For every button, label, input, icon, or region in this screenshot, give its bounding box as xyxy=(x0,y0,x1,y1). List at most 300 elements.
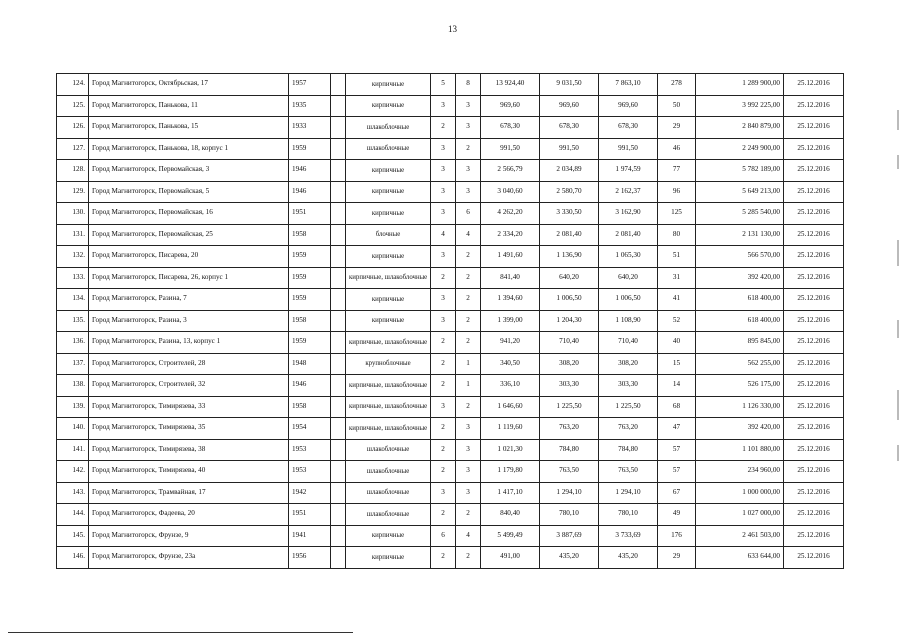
total-area-cell: 678,30 xyxy=(481,117,540,139)
blank-cell xyxy=(331,375,346,397)
date-cell: 25.12.2016 xyxy=(784,353,844,375)
wall-material-cell: кирпичные xyxy=(346,74,431,96)
residents-count-cell: 278 xyxy=(658,74,696,96)
blank-cell xyxy=(331,525,346,547)
row-number-cell: 131. xyxy=(57,224,89,246)
floors-cell: 2 xyxy=(431,461,456,483)
year-cell: 1956 xyxy=(289,547,331,569)
year-cell: 1946 xyxy=(289,181,331,203)
floors-cell: 3 xyxy=(431,160,456,182)
wall-material-cell: кирпичные xyxy=(346,160,431,182)
total-area-cell: 340,50 xyxy=(481,353,540,375)
cost-cell: 5 285 540,00 xyxy=(696,203,784,225)
blank-cell xyxy=(331,310,346,332)
wall-material-cell: кирпичные xyxy=(346,525,431,547)
entrances-cell: 3 xyxy=(456,439,481,461)
date-cell: 25.12.2016 xyxy=(784,117,844,139)
residential-area-cell: 1 108,90 xyxy=(599,310,658,332)
wall-material-cell: шлакоблочные xyxy=(346,461,431,483)
wall-material-cell: кирпичные, шлакоблочные xyxy=(346,418,431,440)
living-area-cell: 1 225,50 xyxy=(540,396,599,418)
entrances-cell: 3 xyxy=(456,418,481,440)
wall-material-cell: кирпичные xyxy=(346,310,431,332)
table-body xyxy=(57,74,844,569)
year-cell: 1959 xyxy=(289,138,331,160)
residents-count-cell: 31 xyxy=(658,267,696,289)
residential-area-cell: 1 006,50 xyxy=(599,289,658,311)
date-cell: 25.12.2016 xyxy=(784,289,844,311)
table-row xyxy=(57,181,844,203)
cost-cell: 2 249 900,00 xyxy=(696,138,784,160)
blank-cell xyxy=(331,117,346,139)
address-cell: Город Магнитогорск, Фадеева, 20 xyxy=(89,504,289,526)
address-cell: Город Магнитогорск, Первомайская, 5 xyxy=(89,181,289,203)
residents-count-cell: 50 xyxy=(658,95,696,117)
cost-cell: 5 782 189,00 xyxy=(696,160,784,182)
cost-cell: 566 570,00 xyxy=(696,246,784,268)
residential-area-cell: 969,60 xyxy=(599,95,658,117)
scan-margin-marks xyxy=(891,110,899,470)
residents-count-cell: 80 xyxy=(658,224,696,246)
residential-area-cell: 780,10 xyxy=(599,504,658,526)
floors-cell: 2 xyxy=(431,332,456,354)
residents-count-cell: 57 xyxy=(658,461,696,483)
residential-area-cell: 435,20 xyxy=(599,547,658,569)
living-area-cell: 1 136,90 xyxy=(540,246,599,268)
residents-count-cell: 125 xyxy=(658,203,696,225)
blank-cell xyxy=(331,353,346,375)
floors-cell: 2 xyxy=(431,117,456,139)
wall-material-cell: кирпичные xyxy=(346,95,431,117)
floors-cell: 2 xyxy=(431,418,456,440)
entrances-cell: 2 xyxy=(456,504,481,526)
year-cell: 1959 xyxy=(289,332,331,354)
living-area-cell: 763,50 xyxy=(540,461,599,483)
row-number-cell: 133. xyxy=(57,267,89,289)
floors-cell: 3 xyxy=(431,482,456,504)
row-number-cell: 137. xyxy=(57,353,89,375)
total-area-cell: 4 262,20 xyxy=(481,203,540,225)
address-cell: Город Магнитогорск, Тимирязева, 38 xyxy=(89,439,289,461)
residential-area-cell: 3 733,69 xyxy=(599,525,658,547)
residential-area-cell: 1 974,59 xyxy=(599,160,658,182)
entrances-cell: 8 xyxy=(456,74,481,96)
residential-area-cell: 308,20 xyxy=(599,353,658,375)
total-area-cell: 991,50 xyxy=(481,138,540,160)
cost-cell: 618 400,00 xyxy=(696,289,784,311)
blank-cell xyxy=(331,181,346,203)
floors-cell: 2 xyxy=(431,547,456,569)
residential-area-cell: 1 065,30 xyxy=(599,246,658,268)
total-area-cell: 1 394,60 xyxy=(481,289,540,311)
floors-cell: 3 xyxy=(431,246,456,268)
row-number-cell: 124. xyxy=(57,74,89,96)
living-area-cell: 784,80 xyxy=(540,439,599,461)
year-cell: 1958 xyxy=(289,224,331,246)
table-row xyxy=(57,439,844,461)
table-row xyxy=(57,396,844,418)
living-area-cell: 2 580,70 xyxy=(540,181,599,203)
entrances-cell: 3 xyxy=(456,117,481,139)
wall-material-cell: шлакоблочные xyxy=(346,439,431,461)
cost-cell: 618 400,00 xyxy=(696,310,784,332)
year-cell: 1951 xyxy=(289,203,331,225)
living-area-cell: 435,20 xyxy=(540,547,599,569)
table-row xyxy=(57,160,844,182)
address-cell: Город Магнитогорск, Панькова, 15 xyxy=(89,117,289,139)
cost-cell: 234 960,00 xyxy=(696,461,784,483)
floors-cell: 3 xyxy=(431,289,456,311)
blank-cell xyxy=(331,95,346,117)
cost-cell: 633 644,00 xyxy=(696,547,784,569)
wall-material-cell: крупноблочные xyxy=(346,353,431,375)
table-row xyxy=(57,547,844,569)
address-cell: Город Магнитогорск, Разина, 7 xyxy=(89,289,289,311)
residents-count-cell: 68 xyxy=(658,396,696,418)
year-cell: 1941 xyxy=(289,525,331,547)
row-number-cell: 139. xyxy=(57,396,89,418)
blank-cell xyxy=(331,396,346,418)
row-number-cell: 144. xyxy=(57,504,89,526)
address-cell: Город Магнитогорск, Первомайская, 16 xyxy=(89,203,289,225)
living-area-cell: 2 081,40 xyxy=(540,224,599,246)
date-cell: 25.12.2016 xyxy=(784,396,844,418)
living-area-cell: 991,50 xyxy=(540,138,599,160)
cost-cell: 2 461 503,00 xyxy=(696,525,784,547)
blank-cell xyxy=(331,224,346,246)
floors-cell: 2 xyxy=(431,353,456,375)
date-cell: 25.12.2016 xyxy=(784,525,844,547)
residential-area-cell: 763,50 xyxy=(599,461,658,483)
residential-area-cell: 2 162,37 xyxy=(599,181,658,203)
table-row xyxy=(57,246,844,268)
floors-cell: 6 xyxy=(431,525,456,547)
cost-cell: 5 649 213,00 xyxy=(696,181,784,203)
floors-cell: 3 xyxy=(431,138,456,160)
total-area-cell: 3 040,60 xyxy=(481,181,540,203)
table-row xyxy=(57,461,844,483)
living-area-cell: 763,20 xyxy=(540,418,599,440)
wall-material-cell: кирпичные, шлакоблочные xyxy=(346,267,431,289)
wall-material-cell: кирпичные xyxy=(346,289,431,311)
address-cell: Город Магнитогорск, Писарева, 26, корпус 1 xyxy=(89,267,289,289)
year-cell: 1958 xyxy=(289,310,331,332)
address-cell: Город Магнитогорск, Первомайская, 25 xyxy=(89,224,289,246)
cost-cell: 562 255,00 xyxy=(696,353,784,375)
date-cell: 25.12.2016 xyxy=(784,418,844,440)
year-cell: 1953 xyxy=(289,439,331,461)
residents-count-cell: 40 xyxy=(658,332,696,354)
entrances-cell: 1 xyxy=(456,353,481,375)
year-cell: 1946 xyxy=(289,160,331,182)
wall-material-cell: кирпичные xyxy=(346,547,431,569)
blank-cell xyxy=(331,267,346,289)
residents-count-cell: 14 xyxy=(658,375,696,397)
blank-cell xyxy=(331,504,346,526)
date-cell: 25.12.2016 xyxy=(784,181,844,203)
residents-count-cell: 49 xyxy=(658,504,696,526)
residential-area-cell: 784,80 xyxy=(599,439,658,461)
address-cell: Город Магнитогорск, Первомайская, 3 xyxy=(89,160,289,182)
residents-count-cell: 46 xyxy=(658,138,696,160)
residential-area-cell: 991,50 xyxy=(599,138,658,160)
table-row xyxy=(57,289,844,311)
date-cell: 25.12.2016 xyxy=(784,160,844,182)
blank-cell xyxy=(331,482,346,504)
table-row xyxy=(57,267,844,289)
floors-cell: 5 xyxy=(431,74,456,96)
table-row xyxy=(57,224,844,246)
row-number-cell: 132. xyxy=(57,246,89,268)
year-cell: 1942 xyxy=(289,482,331,504)
table-row xyxy=(57,504,844,526)
date-cell: 25.12.2016 xyxy=(784,138,844,160)
residents-count-cell: 176 xyxy=(658,525,696,547)
residential-area-cell: 3 162,90 xyxy=(599,203,658,225)
total-area-cell: 1 399,00 xyxy=(481,310,540,332)
blank-cell xyxy=(331,160,346,182)
wall-material-cell: кирпичные xyxy=(346,181,431,203)
date-cell: 25.12.2016 xyxy=(784,482,844,504)
residents-count-cell: 77 xyxy=(658,160,696,182)
blank-cell xyxy=(331,547,346,569)
living-area-cell: 710,40 xyxy=(540,332,599,354)
total-area-cell: 1 491,60 xyxy=(481,246,540,268)
table-row xyxy=(57,138,844,160)
blank-cell xyxy=(331,439,346,461)
year-cell: 1957 xyxy=(289,74,331,96)
entrances-cell: 3 xyxy=(456,160,481,182)
total-area-cell: 1 179,80 xyxy=(481,461,540,483)
residents-count-cell: 96 xyxy=(658,181,696,203)
wall-material-cell: кирпичные, шлакоблочные xyxy=(346,332,431,354)
address-cell: Город Магнитогорск, Панькова, 11 xyxy=(89,95,289,117)
date-cell: 25.12.2016 xyxy=(784,267,844,289)
address-cell: Город Магнитогорск, Трамвайная, 17 xyxy=(89,482,289,504)
table-row xyxy=(57,332,844,354)
cost-cell: 895 845,00 xyxy=(696,332,784,354)
table-row xyxy=(57,525,844,547)
cost-cell: 1 027 000,00 xyxy=(696,504,784,526)
living-area-cell: 3 330,50 xyxy=(540,203,599,225)
entrances-cell: 2 xyxy=(456,289,481,311)
address-cell: Город Магнитогорск, Тимирязева, 33 xyxy=(89,396,289,418)
wall-material-cell: кирпичные xyxy=(346,246,431,268)
floors-cell: 3 xyxy=(431,396,456,418)
living-area-cell: 1 006,50 xyxy=(540,289,599,311)
residents-count-cell: 29 xyxy=(658,547,696,569)
living-area-cell: 2 034,89 xyxy=(540,160,599,182)
total-area-cell: 2 566,79 xyxy=(481,160,540,182)
year-cell: 1959 xyxy=(289,289,331,311)
table-row xyxy=(57,74,844,96)
cost-cell: 1 101 880,00 xyxy=(696,439,784,461)
total-area-cell: 969,60 xyxy=(481,95,540,117)
year-cell: 1933 xyxy=(289,117,331,139)
total-area-cell: 1 646,60 xyxy=(481,396,540,418)
entrances-cell: 3 xyxy=(456,95,481,117)
date-cell: 25.12.2016 xyxy=(784,439,844,461)
total-area-cell: 491,00 xyxy=(481,547,540,569)
year-cell: 1959 xyxy=(289,246,331,268)
entrances-cell: 2 xyxy=(456,547,481,569)
address-cell: Город Магнитогорск, Строителей, 28 xyxy=(89,353,289,375)
row-number-cell: 141. xyxy=(57,439,89,461)
housing-registry-table xyxy=(56,73,844,569)
living-area-cell: 1 204,30 xyxy=(540,310,599,332)
total-area-cell: 840,40 xyxy=(481,504,540,526)
year-cell: 1959 xyxy=(289,267,331,289)
residents-count-cell: 67 xyxy=(658,482,696,504)
address-cell: Город Магнитогорск, Тимирязева, 40 xyxy=(89,461,289,483)
total-area-cell: 1 119,60 xyxy=(481,418,540,440)
entrances-cell: 2 xyxy=(456,396,481,418)
date-cell: 25.12.2016 xyxy=(784,461,844,483)
table-row xyxy=(57,117,844,139)
row-number-cell: 145. xyxy=(57,525,89,547)
floors-cell: 4 xyxy=(431,224,456,246)
total-area-cell: 841,40 xyxy=(481,267,540,289)
date-cell: 25.12.2016 xyxy=(784,224,844,246)
living-area-cell: 1 294,10 xyxy=(540,482,599,504)
row-number-cell: 129. xyxy=(57,181,89,203)
residential-area-cell: 678,30 xyxy=(599,117,658,139)
residential-area-cell: 640,20 xyxy=(599,267,658,289)
year-cell: 1946 xyxy=(289,375,331,397)
row-number-cell: 142. xyxy=(57,461,89,483)
wall-material-cell: шлакоблочные xyxy=(346,117,431,139)
residential-area-cell: 1 225,50 xyxy=(599,396,658,418)
residents-count-cell: 57 xyxy=(658,439,696,461)
residential-area-cell: 1 294,10 xyxy=(599,482,658,504)
blank-cell xyxy=(331,332,346,354)
floors-cell: 2 xyxy=(431,439,456,461)
floors-cell: 3 xyxy=(431,203,456,225)
date-cell: 25.12.2016 xyxy=(784,332,844,354)
entrances-cell: 3 xyxy=(456,461,481,483)
entrances-cell: 2 xyxy=(456,310,481,332)
address-cell: Город Магнитогорск, Панькова, 18, корпус 1 xyxy=(89,138,289,160)
date-cell: 25.12.2016 xyxy=(784,95,844,117)
address-cell: Город Магнитогорск, Фрунзе, 23а xyxy=(89,547,289,569)
date-cell: 25.12.2016 xyxy=(784,203,844,225)
table-row xyxy=(57,310,844,332)
year-cell: 1935 xyxy=(289,95,331,117)
cost-cell: 2 840 879,00 xyxy=(696,117,784,139)
total-area-cell: 13 924,40 xyxy=(481,74,540,96)
living-area-cell: 780,10 xyxy=(540,504,599,526)
year-cell: 1954 xyxy=(289,418,331,440)
entrances-cell: 3 xyxy=(456,482,481,504)
page-number: 13 xyxy=(448,24,457,34)
residential-area-cell: 763,20 xyxy=(599,418,658,440)
wall-material-cell: шлакоблочные xyxy=(346,482,431,504)
living-area-cell: 640,20 xyxy=(540,267,599,289)
table-row xyxy=(57,482,844,504)
wall-material-cell: шлакоблочные xyxy=(346,504,431,526)
entrances-cell: 4 xyxy=(456,224,481,246)
year-cell: 1953 xyxy=(289,461,331,483)
cost-cell: 3 992 225,00 xyxy=(696,95,784,117)
row-number-cell: 146. xyxy=(57,547,89,569)
row-number-cell: 128. xyxy=(57,160,89,182)
blank-cell xyxy=(331,461,346,483)
cost-cell: 1 289 900,00 xyxy=(696,74,784,96)
residents-count-cell: 47 xyxy=(658,418,696,440)
table-row xyxy=(57,95,844,117)
entrances-cell: 3 xyxy=(456,181,481,203)
row-number-cell: 126. xyxy=(57,117,89,139)
floors-cell: 2 xyxy=(431,504,456,526)
table-row xyxy=(57,353,844,375)
row-number-cell: 127. xyxy=(57,138,89,160)
row-number-cell: 138. xyxy=(57,375,89,397)
row-number-cell: 135. xyxy=(57,310,89,332)
blank-cell xyxy=(331,74,346,96)
wall-material-cell: кирпичные, шлакоблочные xyxy=(346,396,431,418)
living-area-cell: 9 031,50 xyxy=(540,74,599,96)
blank-cell xyxy=(331,138,346,160)
cost-cell: 1 000 000,00 xyxy=(696,482,784,504)
living-area-cell: 308,20 xyxy=(540,353,599,375)
address-cell: Город Магнитогорск, Октябрьская, 17 xyxy=(89,74,289,96)
entrances-cell: 2 xyxy=(456,332,481,354)
total-area-cell: 941,20 xyxy=(481,332,540,354)
blank-cell xyxy=(331,418,346,440)
cost-cell: 1 126 330,00 xyxy=(696,396,784,418)
wall-material-cell: шлакоблочные xyxy=(346,138,431,160)
total-area-cell: 1 021,30 xyxy=(481,439,540,461)
cost-cell: 2 131 130,00 xyxy=(696,224,784,246)
cost-cell: 392 420,00 xyxy=(696,418,784,440)
blank-cell xyxy=(331,203,346,225)
entrances-cell: 1 xyxy=(456,375,481,397)
floors-cell: 2 xyxy=(431,375,456,397)
entrances-cell: 2 xyxy=(456,246,481,268)
total-area-cell: 1 417,10 xyxy=(481,482,540,504)
table-row xyxy=(57,418,844,440)
entrances-cell: 6 xyxy=(456,203,481,225)
blank-cell xyxy=(331,289,346,311)
address-cell: Город Магнитогорск, Тимирязева, 35 xyxy=(89,418,289,440)
living-area-cell: 678,30 xyxy=(540,117,599,139)
wall-material-cell: блочные xyxy=(346,224,431,246)
date-cell: 25.12.2016 xyxy=(784,547,844,569)
residents-count-cell: 29 xyxy=(658,117,696,139)
total-area-cell: 2 334,20 xyxy=(481,224,540,246)
year-cell: 1958 xyxy=(289,396,331,418)
date-cell: 25.12.2016 xyxy=(784,246,844,268)
living-area-cell: 303,30 xyxy=(540,375,599,397)
wall-material-cell: кирпичные xyxy=(346,203,431,225)
living-area-cell: 969,60 xyxy=(540,95,599,117)
table-row xyxy=(57,203,844,225)
entrances-cell: 2 xyxy=(456,138,481,160)
table-row xyxy=(57,375,844,397)
address-cell: Город Магнитогорск, Строителей, 32 xyxy=(89,375,289,397)
row-number-cell: 134. xyxy=(57,289,89,311)
wall-material-cell: кирпичные, шлакоблочные xyxy=(346,375,431,397)
row-number-cell: 136. xyxy=(57,332,89,354)
living-area-cell: 3 887,69 xyxy=(540,525,599,547)
residential-area-cell: 710,40 xyxy=(599,332,658,354)
row-number-cell: 140. xyxy=(57,418,89,440)
date-cell: 25.12.2016 xyxy=(784,375,844,397)
floors-cell: 3 xyxy=(431,310,456,332)
row-number-cell: 143. xyxy=(57,482,89,504)
cost-cell: 392 420,00 xyxy=(696,267,784,289)
address-cell: Город Магнитогорск, Фрунзе, 9 xyxy=(89,525,289,547)
